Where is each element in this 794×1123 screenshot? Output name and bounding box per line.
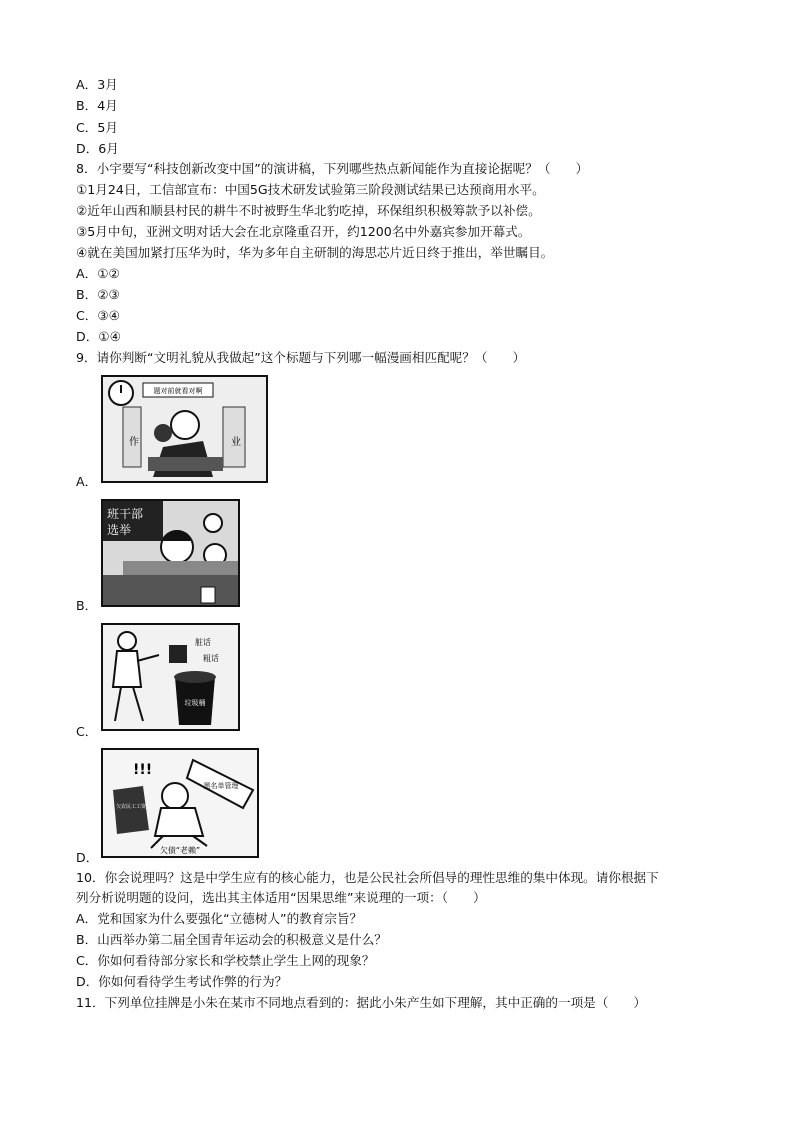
cartoon-b-title-line1: 班干部 [107, 507, 144, 521]
q9-stem: 9．请你判断“文明礼貌从我做起”这个标题与下列哪一幅漫画相匹配呢？（ ） [76, 350, 526, 365]
cartoon-a-left-char: 作 [129, 437, 139, 448]
cartoon-d-bag: 欠农民工工资 [115, 804, 147, 810]
q8-item-1: ①1月24日，工信部宣布：中国5G技术研发试验第三阶段测试结果已达预商用水平。 [76, 182, 545, 197]
cartoon-c-tag1: 脏话 [195, 638, 211, 647]
cartoon-b-class-election [101, 499, 240, 607]
q7-option-c: C．5月 [76, 120, 118, 135]
cartoon-d-sign: 黑名单管理 [203, 782, 239, 790]
q11-stem: 11．下列单位挂牌是小朱在某市不同地点看到的：据此小朱产生如下理解，其中正确的一项是（ ） [76, 995, 647, 1010]
cartoon-d-debtor [101, 748, 259, 858]
q10-option-a: A．党和国家为什么要强化“立德树人”的教育宗旨？ [76, 911, 363, 926]
q8-option-c: C．③④ [76, 308, 120, 323]
q10-option-d: D．你如何看待学生考试作弊的行为？ [76, 974, 288, 989]
q7-option-a: A．3月 [76, 77, 118, 92]
cartoon-b-title-line2: 选举 [107, 523, 132, 537]
q7-option-d: D．6月 [76, 141, 119, 156]
cartoon-c-trash-can [101, 623, 240, 731]
q8-item-2: ②近年山西和顺县村民的耕牛不时被野生华北豹吃掉，环保组织积极筹款予以补偿。 [76, 203, 541, 218]
q8-item-4: ④就在美国加紧打压华为时，华为多年自主研制的海思芯片近日终于推出，举世瞩目。 [76, 245, 554, 260]
q7-option-b: B．4月 [76, 98, 118, 113]
q10-stem-line2: 列分析说明题的设问，选出其主体适用“因果思维”来说理的一项：（ ） [76, 890, 486, 905]
q9-label-a: A． [76, 474, 98, 489]
q10-stem-line1: 10．你会说理吗？这是中学生应有的核心能力，也是公民社会所倡导的理性思维的集中体现。请你根据下 [76, 870, 659, 885]
cartoon-d-shout: !!! [133, 762, 153, 778]
q8-stem: 8．小宇要写“科技创新改变中国”的演讲稿，下列哪些热点新闻能作为直接论据呢？（ ） [76, 161, 589, 176]
q9-label-c: C． [76, 724, 98, 739]
q8-option-a: A．①② [76, 266, 120, 281]
cartoon-c-tag2: 粗话 [203, 654, 219, 663]
q8-item-3: ③5月中旬，亚洲文明对话大会在北京隆重召开，约1200名中外嘉宾参加开幕式。 [76, 224, 531, 239]
cartoon-c-can-label: 垃圾桶 [184, 699, 206, 707]
q9-label-b: B． [76, 598, 98, 613]
q8-option-d: D．①④ [76, 329, 121, 344]
q9-label-d: D． [76, 850, 99, 865]
cartoon-a-right-char: 业 [231, 437, 241, 448]
cartoon-a-banner: 题对前就看对啊 [153, 387, 203, 395]
q10-option-b: B．山西举办第二届全国青年运动会的积极意义是什么？ [76, 932, 387, 947]
cartoon-d-caption: 欠债“老赖” [159, 846, 201, 855]
q8-option-b: B．②③ [76, 287, 120, 302]
q10-option-c: C．你如何看待部分家长和学校禁止学生上网的现象？ [76, 953, 375, 968]
cartoon-a-exam-cheating [101, 375, 268, 483]
